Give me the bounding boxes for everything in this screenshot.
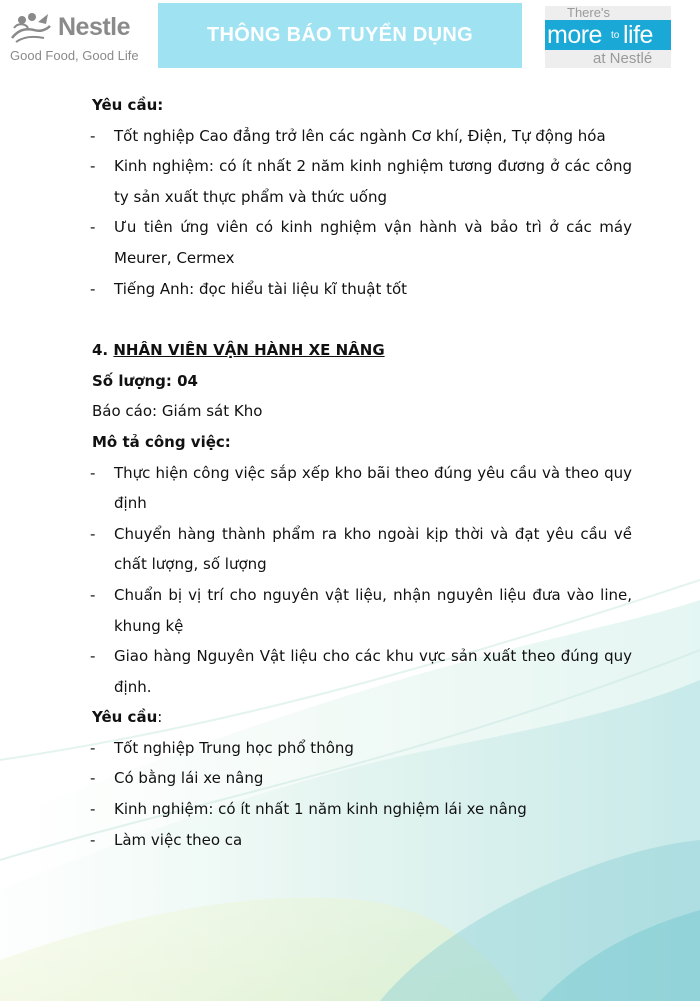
list-item: - Giao hàng Nguyên Vật liệu cho các khu vực sản xuất theo đúng quy định. [92, 641, 632, 702]
nest-bird-icon [8, 8, 54, 46]
more-to-life-logo [545, 6, 671, 68]
report-to-line: Báo cáo: Giám sát Kho [92, 402, 263, 421]
requirements-label: Yêu cầu: [92, 96, 164, 114]
logo-tagline: Good Food, Good Life [10, 48, 139, 63]
logo-right-life: life [623, 21, 653, 49]
section-gap [92, 304, 632, 335]
logo-right-line1: There's [567, 5, 610, 20]
list-item: - Chuyển hàng thành phẩm ra kho ngoài kịp thời và đạt yêu cầu về chất lượng, số lượng [92, 519, 632, 580]
nestle-wordmark: Nestle [58, 13, 131, 41]
list-item: - Chuẩn bị vị trí cho nguyên vật liệu, nhận nguyên liệu đưa vào line, khung kệ [92, 580, 632, 641]
section-title: NHÂN VIÊN VẬN HÀNH XE NÂNG [113, 341, 385, 360]
title-banner [158, 3, 522, 68]
logo-right-more: more [547, 21, 602, 49]
list-item: - Làm việc theo ca [92, 825, 632, 856]
list-item: - Thực hiện công việc sắp xếp kho bãi theo đúng yêu cầu và theo quy định [92, 458, 632, 519]
list-item: - Có bằng lái xe nâng [92, 763, 632, 794]
quantity-line: Số lượng: 04 [92, 371, 198, 390]
description-label: Mô tả công việc: [92, 432, 231, 451]
list-item: - Tốt nghiệp Trung học phổ thông [92, 733, 632, 764]
requirements-label-text: Yêu cầu [92, 708, 158, 727]
list-item: - Kinh nghiệm: có ít nhất 1 năm kinh nghiệm lái xe nâng [92, 794, 632, 825]
requirements-label-2 [92, 702, 632, 733]
list-item: - Kinh nghiệm: có ít nhất 2 năm kinh nghiệm tương đương ở các công ty sản xuất thực phẩm và thức uống [92, 151, 632, 212]
list-item: - Tốt nghiệp Cao đẳng trở lên các ngành Cơ khí, Điện, Tự động hóa [92, 121, 632, 152]
section-heading [92, 335, 632, 366]
list-item: - Ưu tiên ứng viên có kinh nghiệm vận hành và bảo trì ở các máy Meurer, Cermex [92, 212, 632, 273]
section-number: 4. [92, 341, 109, 360]
requirements-label-colon: : [157, 708, 163, 727]
nestle-logo [8, 8, 138, 68]
logo-right-to: to [611, 30, 620, 41]
page-title: THÔNG BÁO TUYỂN DỤNG [207, 24, 473, 46]
list-item: - Tiếng Anh: đọc hiểu tài liệu kĩ thuật tốt [92, 274, 632, 305]
logo-right-line3: at Nestlé [593, 50, 653, 67]
document-body [92, 90, 632, 855]
